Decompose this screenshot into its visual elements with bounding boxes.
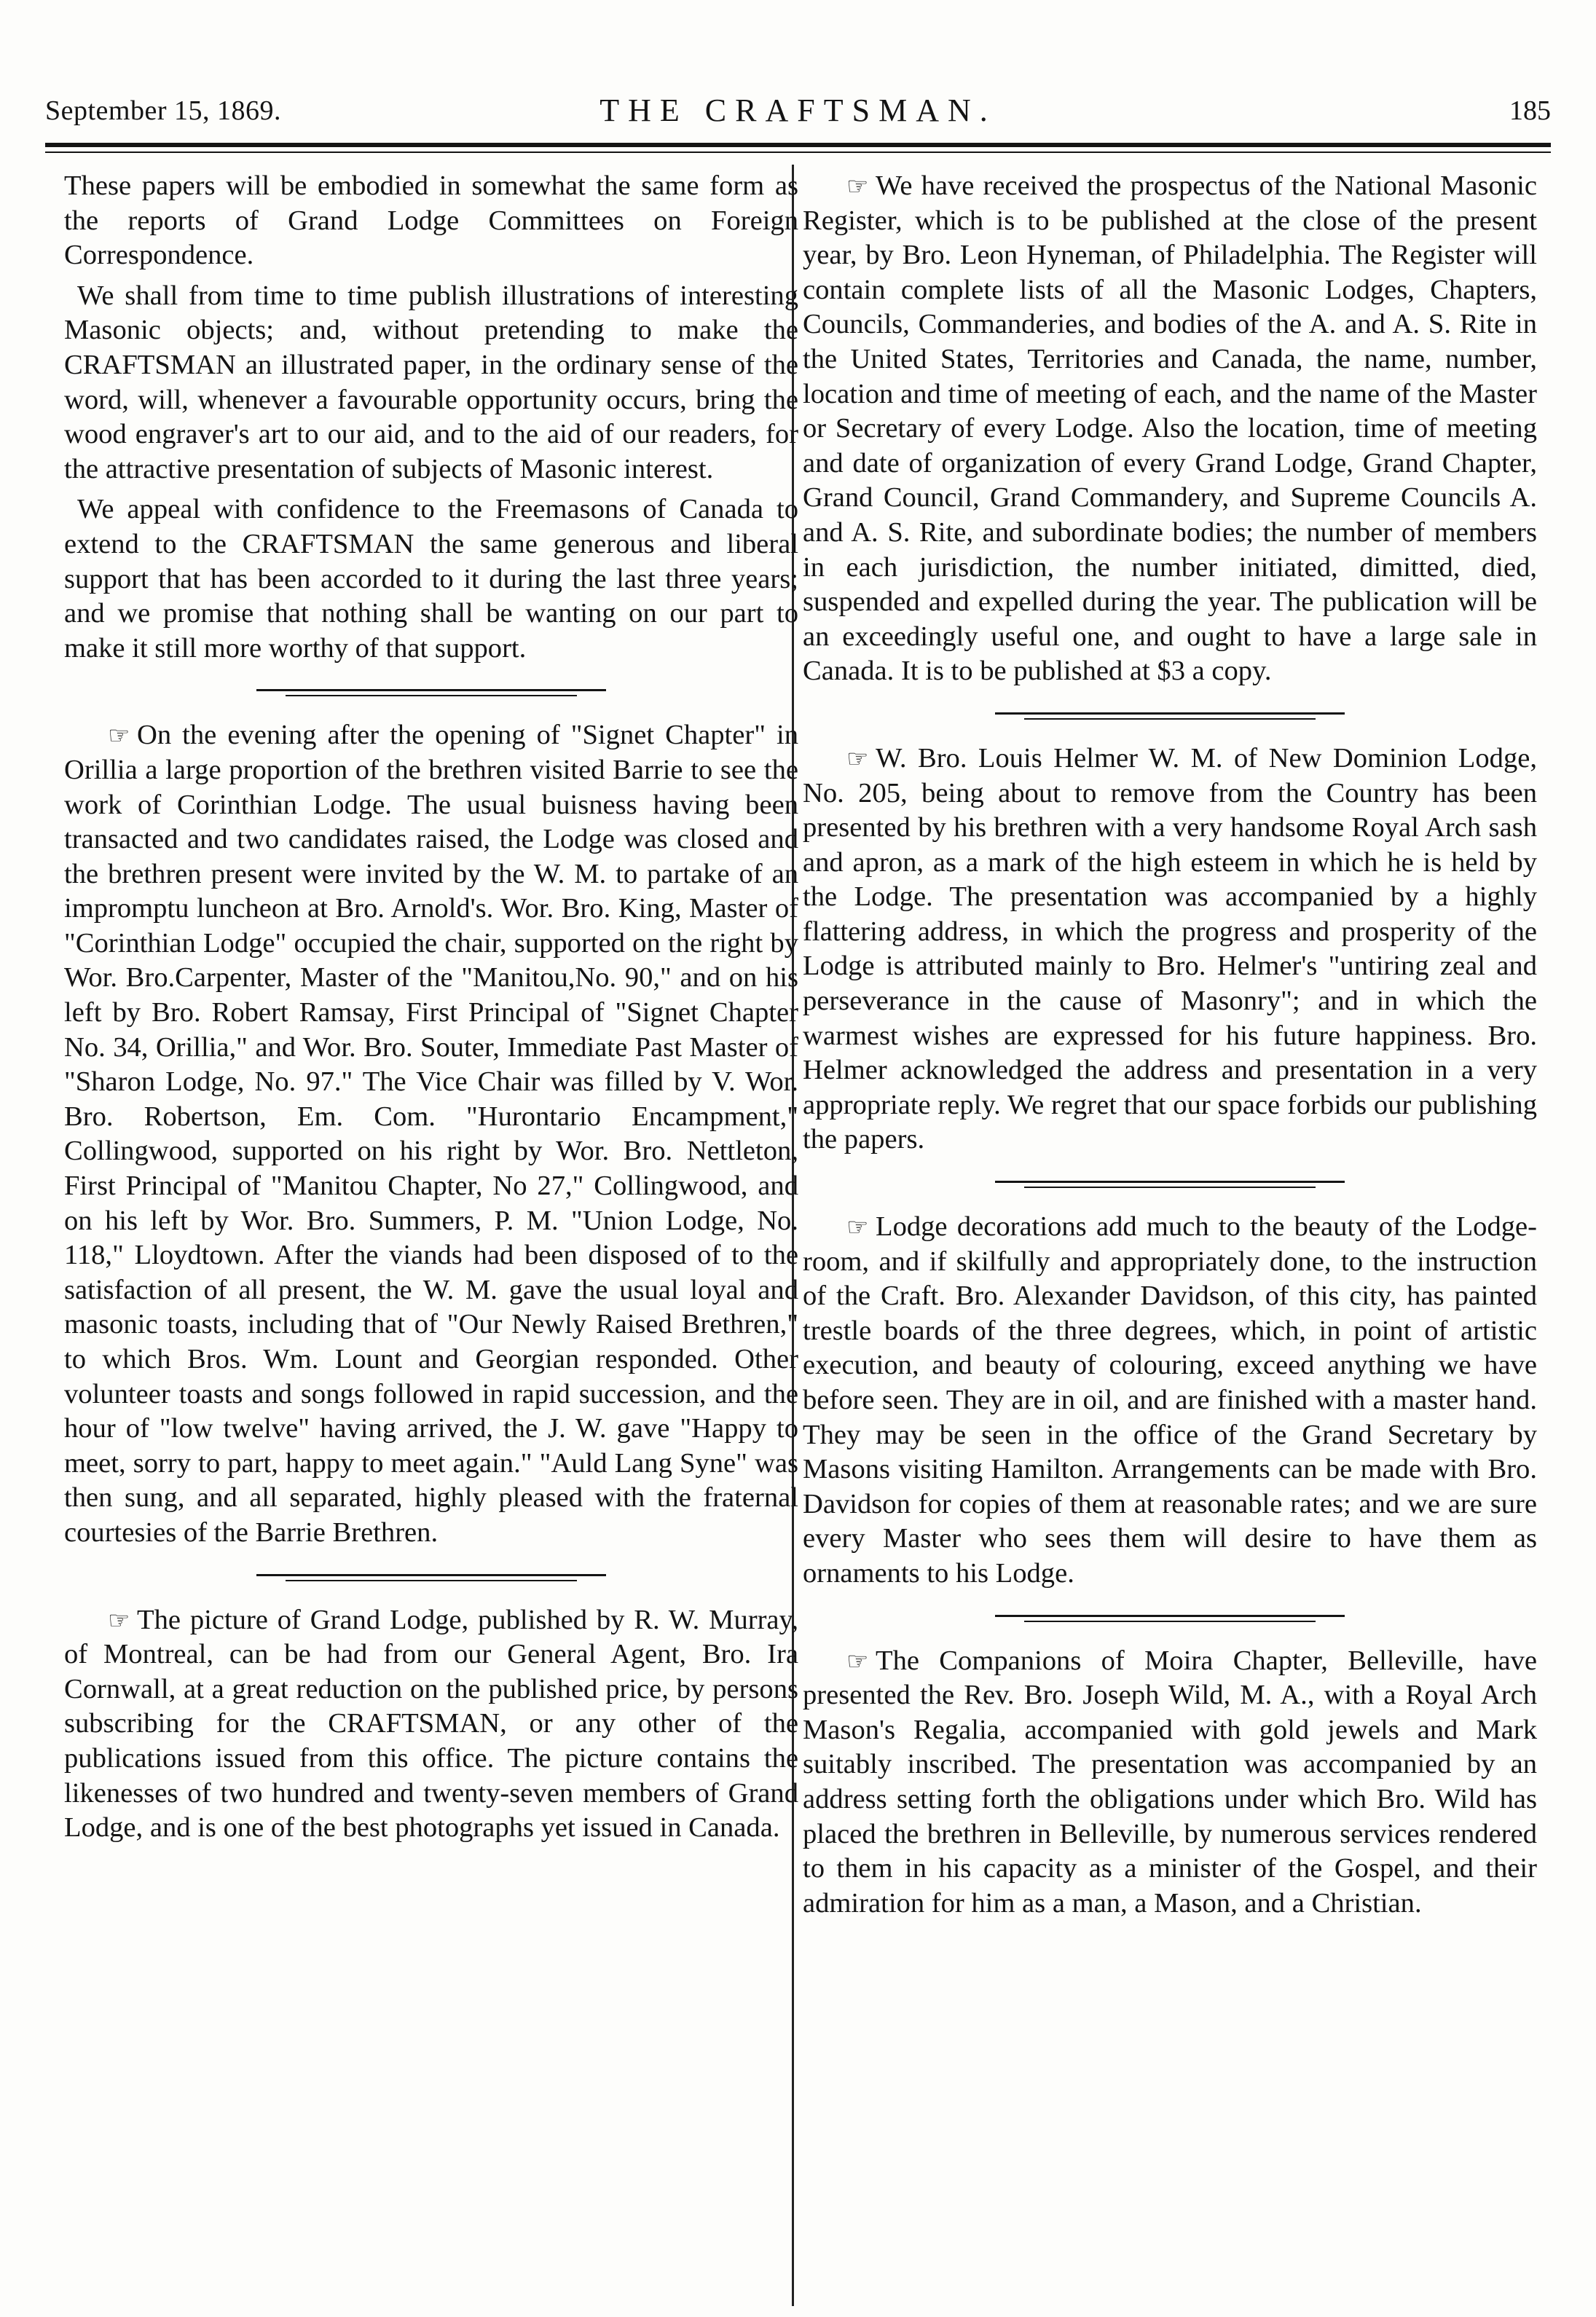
header-rule-thick	[45, 143, 1551, 147]
pointing-hand-icon: ☞	[108, 1605, 130, 1635]
article-paragraph: These papers will be embodied in somewhat the same form as the reports of Grand Lodge Committees on Foreign Correspondence.	[64, 170, 798, 271]
section-separator	[995, 1181, 1345, 1189]
publication-title: THE CRAFTSMAN.	[600, 93, 996, 128]
news-item-text: We have received the prospectus of the National Masonic Register, which is to be published at the close of the present year, by Bro. Leon Hyneman, of Philadelphia. The Register will contain complete lists of all the Masonic Lodges, Chapters, Councils, Commanderies, and bodies of the A. and A. S. Rite in the United States, Territories and Canada, the name, number, location and time of meeting of each, and the name of the Master or Secretary of every Lodge. Also the location, time of meeting and date of organization of every Grand Lodge, Grand Chapter, Grand Council, Grand Commandery, and Supreme Councils A. and A. S. Rite, and subordinate bodies; the number of members in each jurisdiction, the number initiated, dimitted, died, suspended and expelled during the year. The publication will be an exceedingly useful one, and ought to have a large sale in Canada. It is to be published at $3 a copy.	[803, 170, 1537, 687]
section-separator	[256, 689, 606, 698]
news-item	[803, 169, 1537, 689]
header-rule-thin	[45, 152, 1551, 153]
pointing-hand-icon: ☞	[108, 721, 130, 751]
news-item	[803, 1644, 1537, 1921]
issue-date: September 15, 1869.	[45, 95, 282, 126]
pointing-hand-icon: ☞	[846, 1646, 869, 1676]
right-column	[803, 169, 1537, 1921]
news-item	[64, 1603, 798, 1846]
news-item-text: On the evening after the opening of "Signet Chapter" in Orillia a large proportion of the brethren visited Barrie to see the work of Corinthian Lodge. The usual buisness having been transacted and two candidates raised, the Lodge was closed and the brethren present were invited by the W. M. to partake of an impromptu luncheon at Bro. Arnold's. Wor. Bro. King, Master of "Corinthian Lodge" occupied the chair, supported on the right by Wor. Bro.Carpenter, Master of the "Manitou,No. 90," and on his left by Bro. Robert Ramsay, First Principal of "Signet Chapter No. 34, Orillia," and Wor. Bro. Souter, Immediate Past Master of "Sharon Lodge, No. 97." The Vice Chair was filled by V. Wor. Bro. Robertson, Em. Com. "Hurontario Encampment," Collingwood, supported on his right by Wor. Bro. Nettleton, First Principal of "Manitou Chapter, No 27," Collingwood, and on his left by Wor. Bro. Summers, P. M. "Union Lodge, No. 118," Lloydtown. After the viands had been disposed of to the satisfaction of all present, the W. M. gave the usual loyal and masonic toasts, including that of "Our Newly Raised Brethren," to which Bros. Wm. Lount and Georgian responded. Other volunteer toasts and songs followed in rapid succession, and the hour of "low twelve" having arrived, the J. W. gave "Happy to meet, sorry to part, happy to meet again." "Auld Lang Syne" was then sung, and all separated, highly pleased with the fraternal courtesies of the Barrie Brethren.	[64, 720, 798, 1548]
pointing-hand-icon: ☞	[846, 744, 869, 774]
news-item	[803, 1210, 1537, 1592]
news-item-text: The picture of Grand Lodge, published by R. W. Murray, of Montreal, can be had from our General Agent, Bro. Ira Cornwall, at a great reduction on the published price, by persons subscribing for the CRAFTSMAN, or any other of the publications issued from this office. The picture contains the likenesses of two hundred and twenty-seven members of Grand Lodge, and is one of the best photographs yet issued in Canada.	[64, 1604, 798, 1844]
page-header	[45, 92, 1551, 135]
article-paragraph: We appeal with confidence to the Freemasons of Canada to extend to the CRAFTSMAN the same generous and liberal support that has been accorded to it during the last three years; and we promise that nothing shall be wanting on our part to make it still more worthy of that support.	[64, 494, 798, 664]
news-item-text: The Companions of Moira Chapter, Belleville, have presented the Rev. Bro. Joseph Wild, M. A., with a Royal Arch Mason's Regalia, accompanied with gold jewels and Mark suitably inscribed. The presentation was accompanied by an address setting forth the obligations under which Bro. Wild has placed the brethren in Belleville, by numerous services rendered to them in his capacity as a minister of the Gospel, and their admiration for him as a man, a Mason, and a Christian.	[803, 1645, 1537, 1919]
news-item-text: Lodge decorations add much to the beauty of the Lodge-room, and if skilfully and appropriately done, to the instruction of the Craft. Bro. Alexander Davidson, of this city, has painted trestle boards of the three degrees, which, in point of artistic execution, and beauty of colouring, exceed anything we have before seen. They are in oil, and are finished with a master hand. They may be seen in the office of the Grand Secretary by Masons visiting Hamilton. Arrangements can be made with Bro. Davidson for copies of them at reasonable rates; and we are sure every Master who sees them will desire to have them as ornaments to his Lodge.	[803, 1211, 1537, 1589]
news-item	[803, 741, 1537, 1157]
page-number: 185	[1509, 95, 1551, 126]
pointing-hand-icon: ☞	[846, 1213, 869, 1243]
news-item	[64, 718, 798, 1550]
pointing-hand-icon: ☞	[846, 172, 869, 201]
section-separator	[995, 712, 1345, 721]
section-separator	[995, 1615, 1345, 1624]
section-separator	[256, 1574, 606, 1583]
article-paragraph: We shall from time to time publish illustrations of interesting Masonic objects; and, without pretending to make the CRAFTSMAN an illustrated paper, in the ordinary sense of the word, will, whenever a favourable opportunity occurs, bring the wood engraver's art to our aid, and to the aid of our readers, for the attractive presentation of subjects of Masonic interest.	[64, 280, 798, 484]
left-column	[64, 169, 798, 1846]
news-item-text: W. Bro. Louis Helmer W. M. of New Dominion Lodge, No. 205, being about to remove from the Country has been presented by his brethren with a very handsome Royal Arch sash and apron, as a mark of the high esteem in which he is held by the Lodge. The presentation was accompanied by a highly flattering address, in which the progress and prosperity of the Lodge is attributed mainly to Bro. Helmer's "untiring zeal and perseverance in the cause of Masonry"; and in which the warmest wishes are expressed for his future happiness. Bro. Helmer acknowledged the address and presentation in a very appropriate reply. We regret that our space forbids our publishing the papers.	[803, 742, 1537, 1155]
